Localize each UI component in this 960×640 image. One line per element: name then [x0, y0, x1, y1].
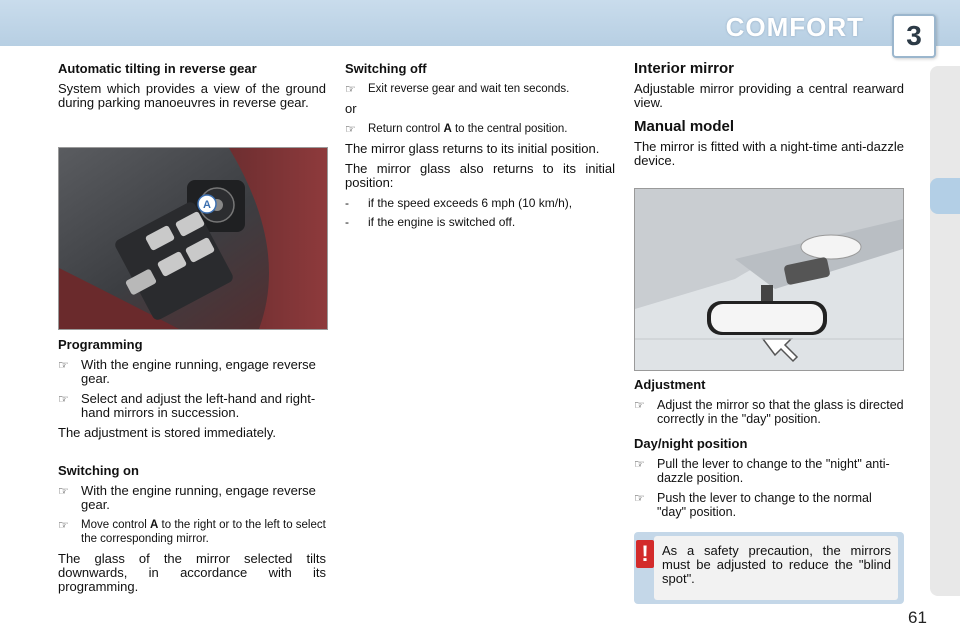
condition-item-2: - if the engine is switched off.: [345, 215, 516, 229]
pointing-hand-icon: ☞: [634, 491, 645, 505]
switching-off-bullet-1: ☞ Exit reverse gear and wait ten seconds.: [345, 82, 570, 96]
tilting-heading: Automatic tilting in reverse gear: [58, 61, 257, 76]
also-returns-text: The mirror glass also returns to its initial position:: [345, 161, 615, 190]
pointing-hand-icon: ☞: [634, 457, 645, 471]
photo-callout-a: A: [203, 199, 211, 211]
switching-on-note: The glass of the mirror selected tilts downwards, in accordance with its programming.: [58, 551, 326, 594]
condition-item-1: - if the speed exceeds 6 mph (10 km/h),: [345, 196, 573, 210]
manual-model-heading: Manual model: [634, 118, 735, 135]
adjustment-heading: Adjustment: [634, 377, 706, 392]
switching-off-bullet-2: ☞ Return control A to the central position.: [345, 122, 568, 136]
pointing-hand-icon: ☞: [58, 518, 69, 532]
day-night-heading: Day/night position: [634, 436, 748, 451]
right-column: [634, 62, 904, 174]
interior-mirror-photo: [634, 188, 904, 371]
tilting-text: System which provides a view of the ground during parking manoeuvres in reverse gear.: [58, 81, 326, 110]
interior-mirror-illustration: [635, 189, 903, 370]
pointing-hand-icon: ☞: [634, 398, 645, 412]
chapter-rail: [930, 66, 960, 596]
programming-note: The adjustment is stored immediately.: [58, 425, 276, 440]
pointing-hand-icon: ☞: [345, 82, 356, 96]
switching-on-heading: Switching on: [58, 463, 139, 478]
manual-model-text: The mirror is fitted with a night-time anti-dazzle device.: [634, 139, 904, 168]
switching-off-heading: Switching off: [345, 61, 427, 76]
or-text: or: [345, 101, 357, 116]
control-a-ref: A: [443, 123, 452, 135]
interior-mirror-heading: Interior mirror: [634, 60, 735, 77]
day-night-section: [634, 437, 904, 525]
adjustment-section: [634, 378, 904, 432]
programming-bullet-1: ☞ With the engine running, engage reverse gear.: [58, 357, 316, 386]
adjustment-bullet: ☞ Adjust the mirror so that the glass is directed correctly in the "day" position.: [634, 398, 904, 426]
page-number: 61: [908, 608, 927, 627]
day-night-bullet-2: ☞ Push the lever to change to the normal "day" position.: [634, 491, 872, 519]
warning-exclamation-icon: !: [636, 540, 654, 568]
page-title: COMFORT: [725, 12, 864, 42]
chapter-number-badge: 3: [892, 14, 936, 58]
safety-warning-text: As a safety precaution, the mirrors must be adjusted to reduce the "blind spot".: [654, 536, 898, 600]
programming-heading: Programming: [58, 337, 143, 352]
pointing-hand-icon: ☞: [58, 484, 69, 498]
chapter-rail-marker: [930, 178, 960, 214]
pointing-hand-icon: ☞: [58, 392, 69, 406]
day-night-bullet-1: ☞ Pull the lever to change to the "night" anti-dazzle position.: [634, 457, 890, 485]
returns-text: The mirror glass returns to its initial position.: [345, 141, 600, 156]
middle-column: [345, 62, 615, 234]
pointing-hand-icon: ☞: [58, 358, 69, 372]
door-switch-photo: [58, 147, 328, 330]
switching-on-bullet-1: ☞ With the engine running, engage reverse gear.: [58, 483, 316, 512]
switching-on-section: [58, 464, 326, 600]
programming-section: [58, 338, 326, 446]
door-switch-illustration: [59, 148, 327, 329]
interior-mirror-text: Adjustable mirror providing a central rearward view.: [634, 81, 904, 110]
programming-bullet-2: ☞ Select and adjust the left-hand and right-hand mirrors in succession.: [58, 391, 316, 420]
safety-warning-box: [634, 532, 904, 604]
pointing-hand-icon: ☞: [345, 122, 356, 136]
switching-on-bullet-2: ☞ Move control A to the right or to the left to select the corresponding mirror.: [58, 518, 326, 545]
left-column: [58, 62, 326, 116]
control-a-ref: A: [150, 519, 159, 531]
